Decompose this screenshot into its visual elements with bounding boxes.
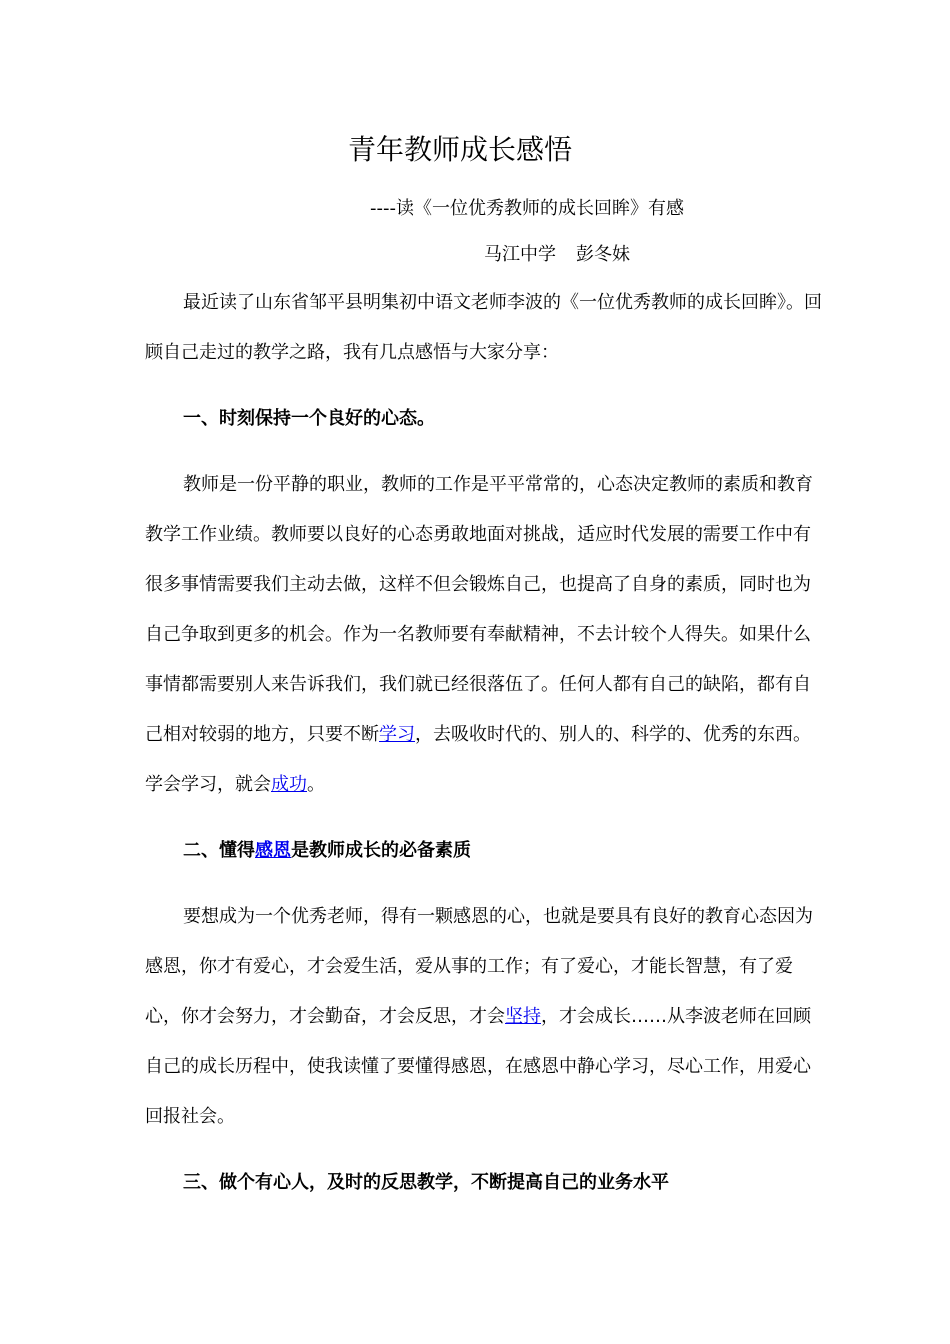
link-study[interactable]: 学习 bbox=[379, 724, 415, 745]
link-gratitude[interactable]: 感恩 bbox=[255, 840, 291, 861]
section-2-heading bbox=[183, 838, 471, 864]
link-success[interactable]: 成功 bbox=[271, 774, 307, 795]
section-1-text-c: 。 bbox=[307, 774, 325, 795]
section-2-heading-a: 二、懂得 bbox=[183, 840, 255, 861]
author-line bbox=[484, 242, 630, 268]
link-persist[interactable]: 坚持 bbox=[505, 1006, 541, 1027]
section-1-heading: 一、时刻保持一个良好的心态。 bbox=[183, 408, 435, 429]
document-subtitle: ----读《一位优秀教师的成长回眸》有感 bbox=[370, 198, 684, 219]
section-2-text-b: ，才会成长……从李波老师在回顾自己的成长历程中，使我读懂了要懂得感恩，在感恩中静心学习，尽心工作，用爱心回报社会。 bbox=[145, 1006, 811, 1127]
section-2-text-a: 要想成为一个优秀老师，得有一颗感恩的心，也就是要具有良好的教育心态因为感恩，你才有爱心，才会爱生活，爱从事的工作；有了爱心，才能长智慧，有了爱心，你才会努力，才会勤奋，才会反思，才会 bbox=[145, 906, 813, 1027]
section-2-paragraph bbox=[145, 892, 825, 1142]
section-2-heading-b: 是教师成长的必备素质 bbox=[291, 840, 471, 861]
document-title: 青年教师成长感悟 bbox=[347, 133, 572, 166]
section-1-text-b: ，去吸收时代的、别人的、科学的、优秀的东西。学会学习，就会 bbox=[145, 724, 811, 795]
author-name: 彭冬妹 bbox=[576, 244, 630, 265]
author-school: 马江中学 bbox=[484, 244, 556, 265]
intro-paragraph: 最近读了山东省邹平县明集初中语文老师李波的《一位优秀教师的成长回眸》。回顾自己走过的教学之路，我有几点感悟与大家分享： bbox=[145, 292, 822, 363]
section-1-text-a: 教师是一份平静的职业，教师的工作是平平常常的，心态决定教师的素质和教育教学工作业绩。教师要以良好的心态勇敢地面对挑战，适应时代发展的需要工作中有很多事情需要我们主动去做，这样不但会锻炼自己，也提高了自身的素质，同时也为自己争取到更多的机会。作为一名教师要有奉献精神，不去计较个人得失。如果什么事情都需要别人来告诉我们，我们就已经很落伍了。任何人都有自己的缺陷，都有自己相对较弱的地方，只要不断 bbox=[145, 474, 813, 745]
section-1-paragraph bbox=[145, 460, 825, 810]
section-3-heading: 三、做个有心人，及时的反思教学，不断提高自己的业务水平 bbox=[183, 1172, 669, 1193]
